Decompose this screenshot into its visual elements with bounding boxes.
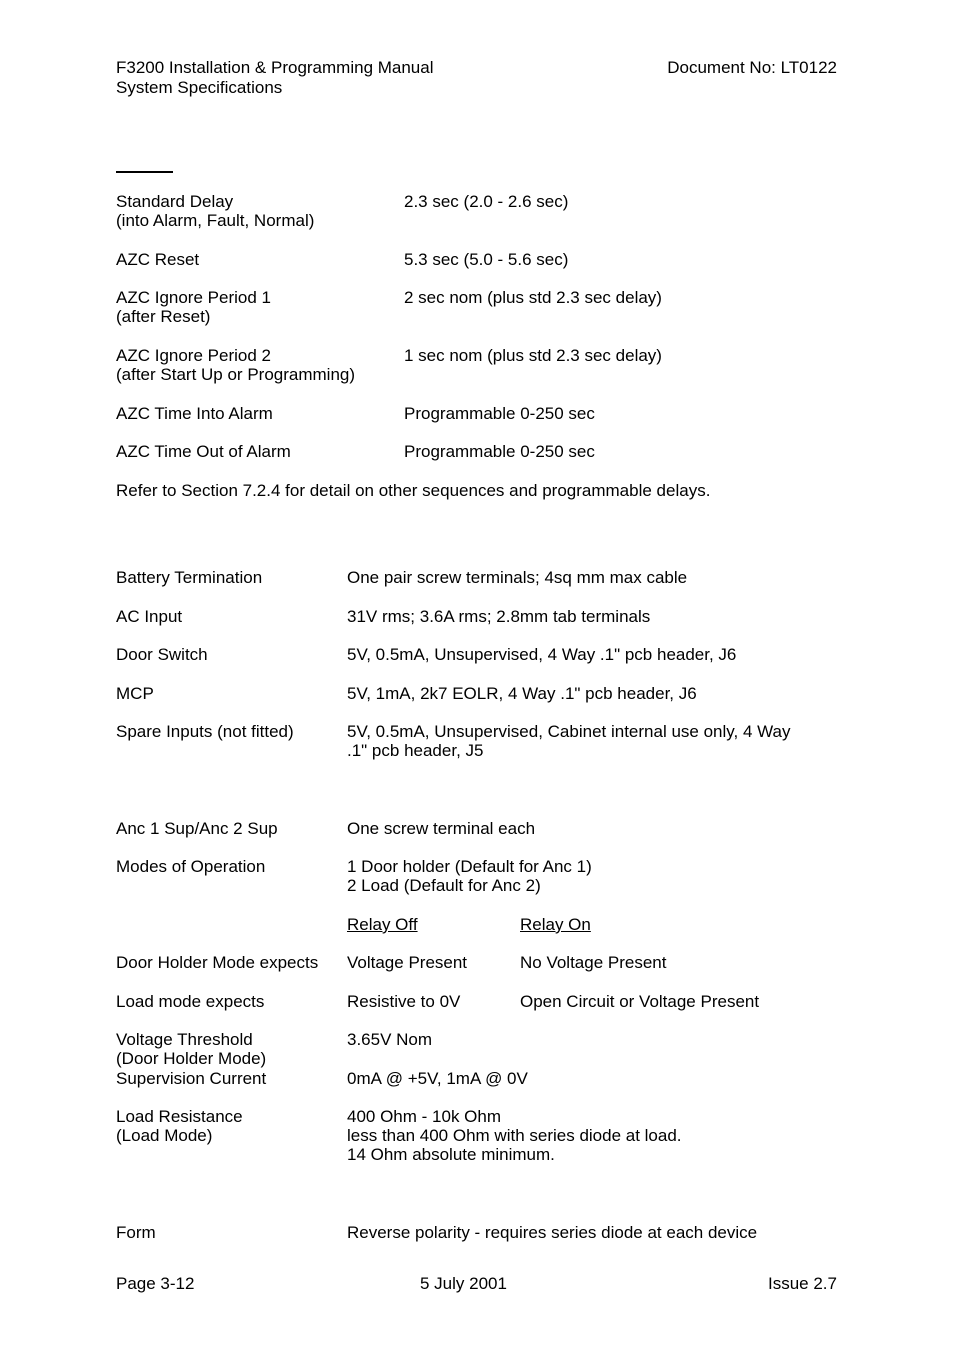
anc-terminals-label: Anc 1 Sup/Anc 2 Sup xyxy=(116,819,278,838)
column-header-relay-off: Relay Off xyxy=(347,915,418,934)
timing-value-time-into-alarm: Programmable 0-250 sec xyxy=(404,404,595,423)
header-title: F3200 Installation & Programming Manual xyxy=(116,58,434,77)
load-relay-off-value: Resistive to 0V xyxy=(347,992,461,1011)
timing-value-azc-reset: 5.3 sec (5.0 - 5.6 sec) xyxy=(404,250,569,269)
supervision-current-label: Supervision Current xyxy=(116,1069,267,1088)
form-label: Form xyxy=(116,1223,156,1242)
input-label-battery-termination: Battery Termination xyxy=(116,568,263,587)
input-value-mcp: 5V, 1mA, 2k7 EOLR, 4 Way .1" pcb header, J6 xyxy=(347,684,697,703)
timing-label-ignore-period-1: AZC Ignore Period 1 (after Reset) xyxy=(116,288,271,326)
load-resistance-label: Load Resistance (Load Mode) xyxy=(116,1107,243,1145)
footer-issue: Issue 2.7 xyxy=(768,1274,837,1293)
timing-label-standard-delay: Standard Delay (into Alarm, Fault, Normal) xyxy=(116,192,315,230)
door-holder-relay-off-value: Voltage Present xyxy=(347,953,468,972)
timing-label-ignore-period-2: AZC Ignore Period 2 (after Start Up or Programming) xyxy=(116,346,356,384)
form-value: Reverse polarity - requires series diode at each device xyxy=(347,1223,758,1242)
timing-label-time-into-alarm: AZC Time Into Alarm xyxy=(116,404,273,423)
input-value-spare-inputs: 5V, 0.5mA, Unsupervised, Cabinet internal use only, 4 Way .1" pcb header, J5 xyxy=(347,722,791,760)
load-relay-on-value: Open Circuit or Voltage Present xyxy=(520,992,760,1011)
timing-value-ignore-period-2: 1 sec nom (plus std 2.3 sec delay) xyxy=(404,346,662,365)
footer-date: 5 July 2001 xyxy=(420,1274,507,1293)
door-holder-relay-on-value: No Voltage Present xyxy=(520,953,667,972)
timing-label-time-out-of-alarm: AZC Time Out of Alarm xyxy=(116,442,291,461)
voltage-threshold-label: Voltage Threshold (Door Holder Mode) xyxy=(116,1030,267,1068)
input-value-ac-input: 31V rms; 3.6A rms; 2.8mm tab terminals xyxy=(347,607,651,626)
door-holder-mode-label: Door Holder Mode expects xyxy=(116,953,319,972)
input-label-spare-inputs: Spare Inputs (not fitted) xyxy=(116,722,294,741)
header-document-number: Document No: LT0122 xyxy=(667,58,837,77)
supervision-current-value: 0mA @ +5V, 1mA @ 0V xyxy=(347,1069,528,1088)
load-resistance-value: 400 Ohm - 10k Ohm less than 400 Ohm with series diode at load. 14 Ohm absolute minimum. xyxy=(347,1107,682,1164)
timing-note: Refer to Section 7.2.4 for detail on other sequences and programmable delays. xyxy=(116,481,711,500)
anc-modes-label: Modes of Operation xyxy=(116,857,266,876)
timing-value-standard-delay: 2.3 sec (2.0 - 2.6 sec) xyxy=(404,192,569,211)
timing-value-ignore-period-1: 2 sec nom (plus std 2.3 sec delay) xyxy=(404,288,662,307)
input-value-battery-termination: One pair screw terminals; 4sq mm max cable xyxy=(347,568,688,587)
input-label-door-switch: Door Switch xyxy=(116,645,208,664)
footer-page-number: Page 3-12 xyxy=(116,1274,195,1293)
timing-value-time-out-of-alarm: Programmable 0-250 sec xyxy=(404,442,595,461)
timing-label-azc-reset: AZC Reset xyxy=(116,250,200,269)
column-header-relay-on: Relay On xyxy=(520,915,591,934)
input-value-door-switch: 5V, 0.5mA, Unsupervised, 4 Way .1" pcb header, J6 xyxy=(347,645,737,664)
input-label-mcp: MCP xyxy=(116,684,154,703)
voltage-threshold-value: 3.65V Nom xyxy=(347,1030,433,1049)
header-subtitle: System Specifications xyxy=(116,78,283,97)
input-label-ac-input: AC Input xyxy=(116,607,183,626)
anc-modes-value: 1 Door holder (Default for Anc 1) 2 Load (Default for Anc 2) xyxy=(347,857,592,895)
anc-terminals-value: One screw terminal each xyxy=(347,819,536,838)
section-rule xyxy=(116,171,173,173)
load-mode-label: Load mode expects xyxy=(116,992,265,1011)
